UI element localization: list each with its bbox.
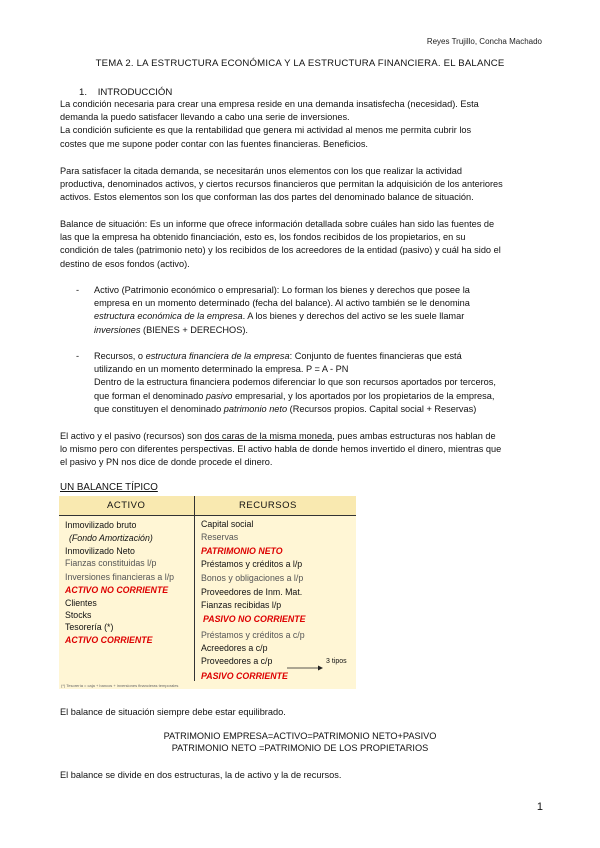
balance-table-header — [59, 496, 356, 516]
bullet-dash: - — [76, 285, 80, 295]
document-title: TEMA 2. LA ESTRUCTURA ECONÓMICA Y LA ESTRUCTURA FINANCIERA. EL BALANCE — [95, 58, 505, 69]
recursos-item: Proveedores a c/p — [201, 656, 273, 666]
text-line: Balance de situación: Es un informe que ofrece información detallada sobre cuáles han sido las fuentes de — [60, 219, 495, 229]
text-line: empresa en un momento determinado (fecha del balance). Al activo también se le denomina — [94, 298, 470, 309]
recursos-item: Fianzas recibidas l/p — [201, 600, 282, 610]
text-line: Activo (Patrimonio económico o empresarial): Lo forman los bienes y derechos que posee la — [94, 285, 470, 295]
recursos-item: Reservas — [201, 532, 239, 542]
text-line: el pasivo y PN nos dice de donde procede el dinero. — [60, 457, 273, 468]
text-line: costes que me supone poder contar con las fuentes financieras. Beneficios. — [60, 138, 368, 149]
formula-patrimonio-neto: PATRIMONIO NETO =PATRIMONIO DE LOS PROPIETARIOS — [171, 743, 429, 753]
text-line: destino de esos fondos (activo). — [60, 258, 190, 269]
activo-item: Inversiones financieras a l/p — [65, 572, 175, 582]
recursos-total-label: PASIVO CORRIENTE — [201, 671, 288, 681]
text-line: Para satisfacer la citada demanda, se necesitarán unos elementos con los que realizar la actividad — [60, 166, 462, 176]
text-line: La condición necesaria para crear una empresa reside en una demanda insatisfecha (necesidad). Esta — [60, 99, 479, 109]
text-line: las que la empresa ha obtenido financiación, esto es, los fondos recibidos de los propietarios, en su — [60, 232, 466, 243]
recursos-item: Proveedores de Inm. Mat. — [201, 587, 303, 597]
activo-item: Inmovilizado Neto — [65, 546, 135, 556]
text-line: Dentro de la estructura financiera podemos diferenciar lo que son recursos aportados por terceros, — [94, 377, 496, 388]
subheading-typical-balance: UN BALANCE TÍPICO — [60, 482, 158, 493]
header-recursos: RECURSOS — [239, 500, 297, 511]
text-line: que forman el denominado pasivo empresarial, y los aportados por los propietarios de la empresa, — [94, 390, 495, 401]
balance-table — [59, 496, 356, 689]
activo-item: Clientes — [65, 598, 97, 608]
text-line: estructura económica de la empresa. A los bienes y derechos del activo se les suele llamar — [94, 311, 465, 322]
recursos-total-label: PASIVO NO CORRIENTE — [203, 614, 306, 624]
text-line: que constituyen el denominado patrimonio neto (Recursos propios. Capital social + Reservas) — [94, 403, 477, 414]
text-line: El activo y el pasivo (recursos) son dos caras de la misma moneda, pues ambas estructuras nos hablan de — [60, 431, 496, 441]
activo-item: Fianzas constituidas l/p — [65, 558, 157, 568]
activo-item: Inmovilizado bruto — [65, 520, 137, 530]
table-divider-horizontal — [59, 515, 356, 516]
formula-patrimonio-empresa: PATRIMONIO EMPRESA=ACTIVO=PATRIMONIO NETO+PASIVO — [163, 731, 437, 741]
table-footnote: (*) Tesorería = caja + bancos + inversiones financieras temporales — [61, 683, 179, 688]
section-heading — [79, 87, 172, 98]
paragraph-balance-definition — [60, 218, 545, 271]
activo-total-label: ACTIVO NO CORRIENTE — [65, 585, 169, 595]
recursos-item: Capital social — [201, 519, 254, 529]
header-activo: ACTIVO — [107, 500, 146, 511]
text-line: activos. Estos elementos son los que conforman las dos partes del denominado balance de situación. — [60, 192, 474, 203]
activo-item: (Fondo Amortización) — [69, 533, 153, 543]
paragraph-demand — [60, 165, 545, 205]
activo-total-label: ACTIVO CORRIENTE — [65, 635, 153, 645]
section-number: 1. — [79, 87, 88, 98]
document-author: Reyes Trujillo, Concha Machado — [426, 37, 542, 46]
activo-item: Tesorería (*) — [65, 622, 114, 632]
table-divider-vertical — [194, 496, 195, 681]
paragraph-balanced: El balance de situación siempre debe estar equilibrado. — [60, 707, 286, 717]
arrow-note: 3 tipos — [326, 658, 347, 665]
paragraph-intro — [60, 98, 545, 151]
text-line: Recursos, o estructura financiera de la empresa: Conjunto de fuentes financieras que está — [94, 351, 462, 361]
paragraph-two-sides — [60, 430, 545, 470]
text-line: lo mismo pero con diferentes perspectivas. El activo habla de donde hemos invertido el dinero, mientras que — [60, 444, 502, 455]
recursos-item: Acreedores a c/p — [201, 643, 268, 653]
text-line: productiva, denominados activos, y ciertos recursos financieros que permitan la adquisición de los anteriores — [60, 179, 503, 190]
text-line: inversiones (BIENES + DERECHOS). — [94, 324, 248, 335]
section-label: INTRODUCCIÓN — [97, 87, 173, 98]
text-line: utilizando en un momento determinado la empresa. P = A - PN — [94, 364, 349, 375]
page-number: 1 — [536, 801, 543, 813]
recursos-total-label: PATRIMONIO NETO — [201, 546, 283, 556]
bullet-activo — [94, 284, 546, 337]
paragraph-structures: El balance se divide en dos estructuras, la de activo y la de recursos. — [60, 770, 342, 780]
bullet-recursos — [94, 350, 546, 416]
arrow-right-icon — [287, 658, 323, 664]
text-line: demanda la puedo satisfacer llevando a cabo una serie de inversiones. — [60, 112, 350, 123]
text-line: condición de tales (patrimonio neto) y los recibidos de los acreedores de la entidad (pasivo) y cuál ha sido el — [60, 245, 501, 256]
activo-item: Stocks — [65, 610, 92, 620]
recursos-item: Préstamos y créditos a c/p — [201, 630, 305, 640]
recursos-item: Bonos y obligaciones a l/p — [201, 573, 304, 583]
bullet-dash: - — [76, 351, 80, 361]
text-line: La condición suficiente es que la rentabilidad que genera mi actividad al menos me permita cubrir los — [60, 125, 472, 136]
recursos-item: Préstamos y créditos a l/p — [201, 559, 303, 569]
